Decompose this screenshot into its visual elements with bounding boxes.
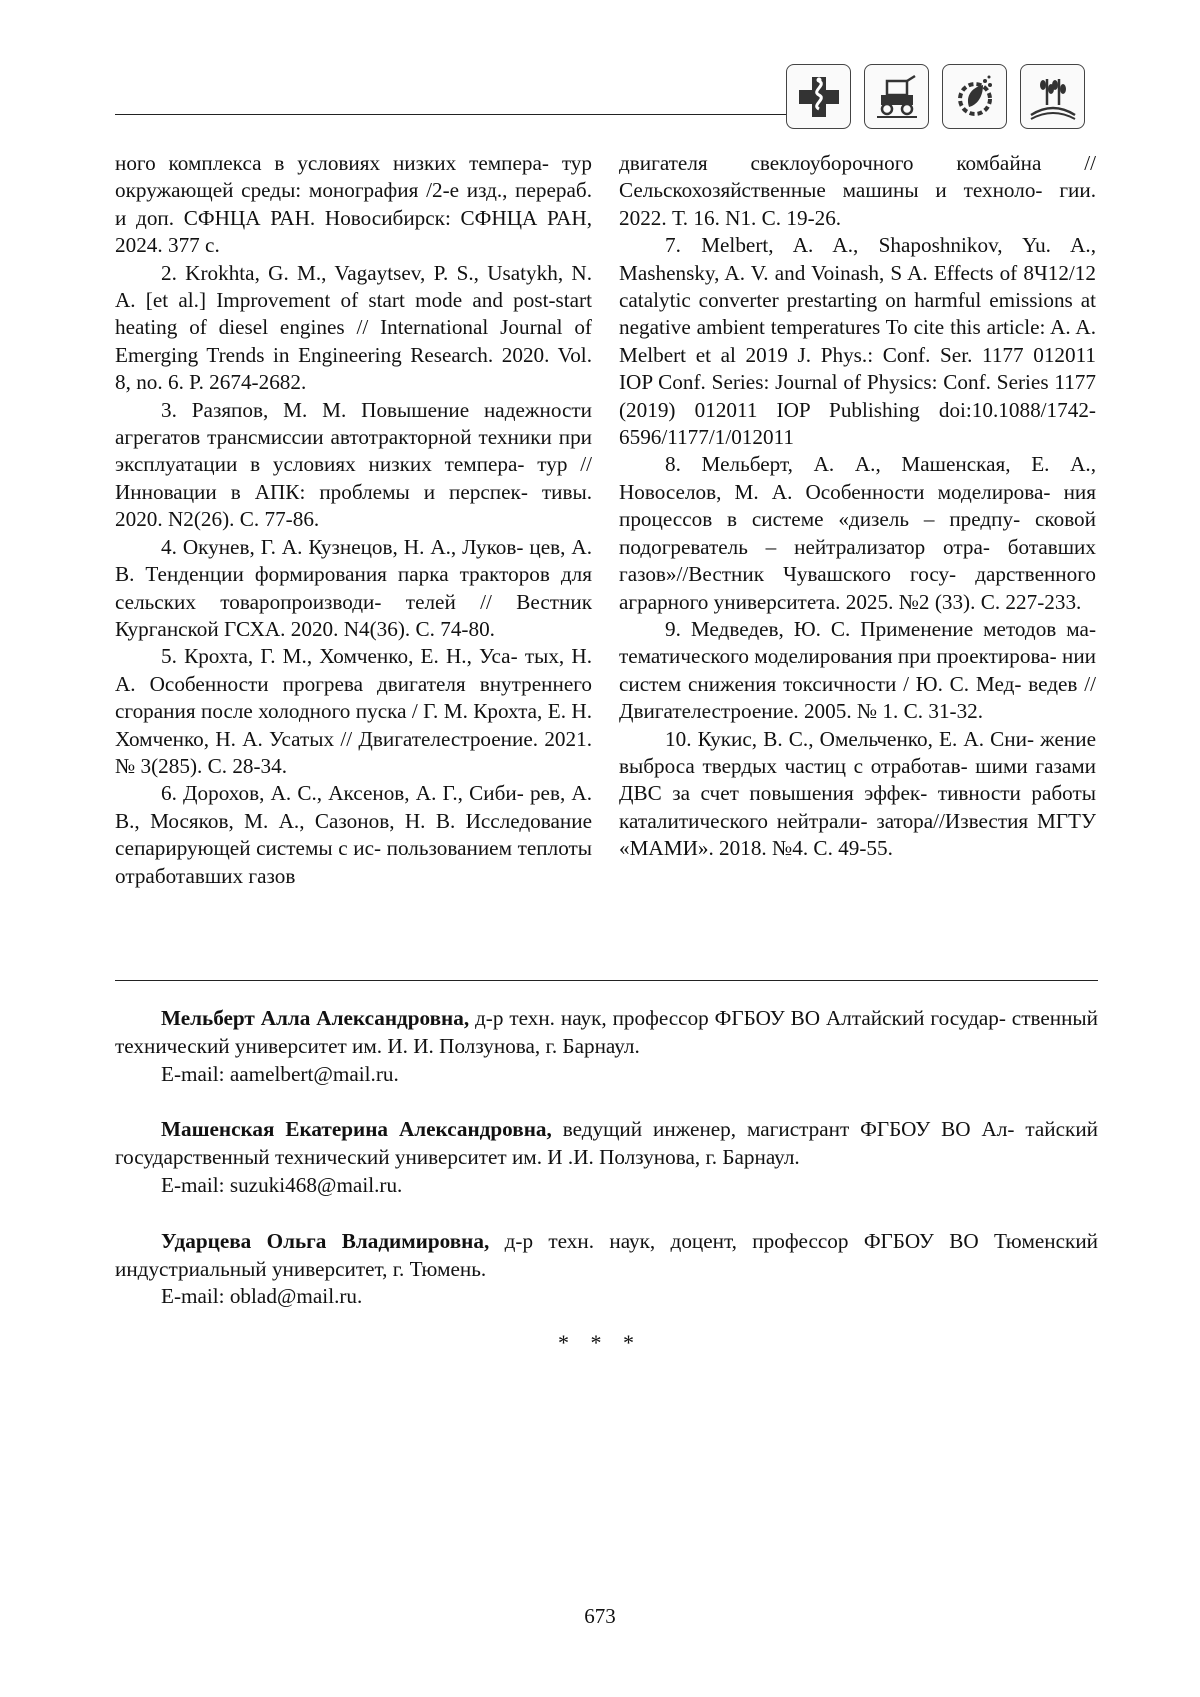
reference-6-continuation: двигателя свеклоуборочного комбайна // Сельскохозяйственные машины и техноло- гии. 2022. Т. 16. N1. С. 19-26. — [619, 151, 1096, 230]
author-block — [115, 1005, 1098, 1088]
reference-10: 10. Кукис, В. С., Омельченко, Е. А. Сни- жение выброса твердых частиц с отработав- шими газами ДВС за счет повышения эффек- тивности работы каталитического нейтрали- затора//Известия МГТУ «МАМИ». 2018. №4. С. 49-55. — [619, 726, 1096, 861]
author-block — [115, 1228, 1098, 1311]
reference-6: 6. Дорохов, А. С., Аксенов, А. Г., Сиби- рев, А. В., Мосяков, М. А., Сазонов, Н. В. Исследование сепарирующей системы с ис- пользованием теплоты отработавших газов — [115, 781, 592, 888]
author-block — [115, 1116, 1098, 1199]
author-details: ведущий инженер, магистрант ФГБОУ ВО Ал- тайский государственный технический университет им. И .И. Ползунова, г. Барнаул. — [115, 1117, 1099, 1170]
author-info — [115, 1005, 1098, 1339]
reference-4: 4. Окунев, Г. А. Кузнецов, Н. А., Луков- цев, А. В. Тенденции формирования парка тракторов для сельских товаропроизводи- телей // Вестник Курганской ГСХА. 2020. N4(36). С. 74-80. — [115, 534, 592, 641]
page-number: 673 — [584, 1604, 616, 1628]
author-email: E-mail: suzuki468@mail.ru. — [161, 1172, 403, 1197]
wheat-field-icon — [1020, 64, 1085, 129]
plant-gear-icon — [942, 64, 1007, 129]
header-icons — [786, 64, 1085, 129]
author-name: Мельберт Алла Александровна, — [161, 1006, 470, 1030]
section-separator: * * * — [558, 1330, 642, 1355]
reference-9: 9. Медведев, Ю. С. Применение методов ма- тематического моделирования при проектирова- нии систем снижения токсичности / Ю. С. Мед- ведев //Двигателестроение. 2005. № 1. С. 31-32. — [619, 616, 1096, 724]
reference-8: 8. Мельберт, А. А., Машенская, Е. А., Новоселов, М. А. Особенности моделирова- ния процессов в системе «дизель – предпу- сковой подогреватель – нейтрализатор отра- ботавших газов»//Вестник Чувашского госу- дарственного аграрного университета. 2025. №2 (33). С. 227-233. — [619, 452, 1096, 614]
author-email: E-mail: aamelbert@mail.ru. — [161, 1061, 399, 1086]
reference-3: 3. Разяпов, М. М. Повышение надежности агрегатов трансмиссии автотракторной техники при эксплуатации в условиях низких темпера- тур //Инновации в АПК: проблемы и перспек- тивы. 2020. N2(26). С. 77-86. — [115, 397, 592, 532]
reference-5: 5. Крохта, Г. М., Хомченко, Е. Н., Уса- тых, Н. А. Особенности прогрева двигателя внутреннего сгорания после холодного пуска / Г. М. Крохта, Е. Н. Хомченко, Н. А. Усатых // Двигателестроение. 2021. № 3(285). С. 28-34. — [115, 644, 592, 778]
combine-harvester-icon — [864, 64, 929, 129]
medical-cross-icon — [786, 64, 851, 129]
author-details: д-р техн. наук, профессор ФГБОУ ВО Алтайский государ- ственный технический университет им. И. И. Ползунова, г. Барнаул. — [115, 1006, 1098, 1058]
author-name: Ударцева Ольга Владимировна, — [161, 1228, 490, 1253]
header-rule — [115, 114, 795, 115]
right-column — [619, 150, 1096, 863]
reference-continuation: ного комплекса в условиях низких темпера- тур окружающей среды: монография /2-е изд., перераб. и доп. СФНЦА РАН. Новосибирск: СФНЦА РАН, 2024. 377 с. — [115, 151, 592, 258]
reference-2: 2. Krokhta, G. M., Vagaytsev, P. S., Usatykh, N. A. [et al.] Improvement of start mode and post-start heating of diesel engines // International Journal of Emerging Trends in Engineering Research. 2020. Vol. 8, no. 6. P. 2674-2682. — [115, 260, 592, 395]
reference-7: 7. Melbert, A. A., Shaposhnikov, Yu. A., Mashensky, A. V. and Voinash, S A. Effects of 8Ч12/12 catalytic converter prestarting on harmful emissions at negative ambient temperatures To cite this article: A. A. Melbert et al 2019 J. Phys.: Conf. Ser. 1177 012011 IOP Conf. Series: Journal of Physics: Conf. Series 1177 (2019) 012011 IOP Publishing doi:10.1088/1742-6596/1177/1/012011 — [619, 233, 1096, 450]
author-name: Машенская Екатерина Александровна, — [161, 1117, 552, 1142]
author-email: E-mail: oblad@mail.ru. — [161, 1284, 363, 1309]
author-details: д-р техн. наук, доцент, профессор ФГБОУ ВО Тюменский индустриальный университет, г. Тюмень. — [115, 1228, 1099, 1281]
left-column — [115, 150, 592, 890]
section-rule — [115, 980, 1098, 981]
